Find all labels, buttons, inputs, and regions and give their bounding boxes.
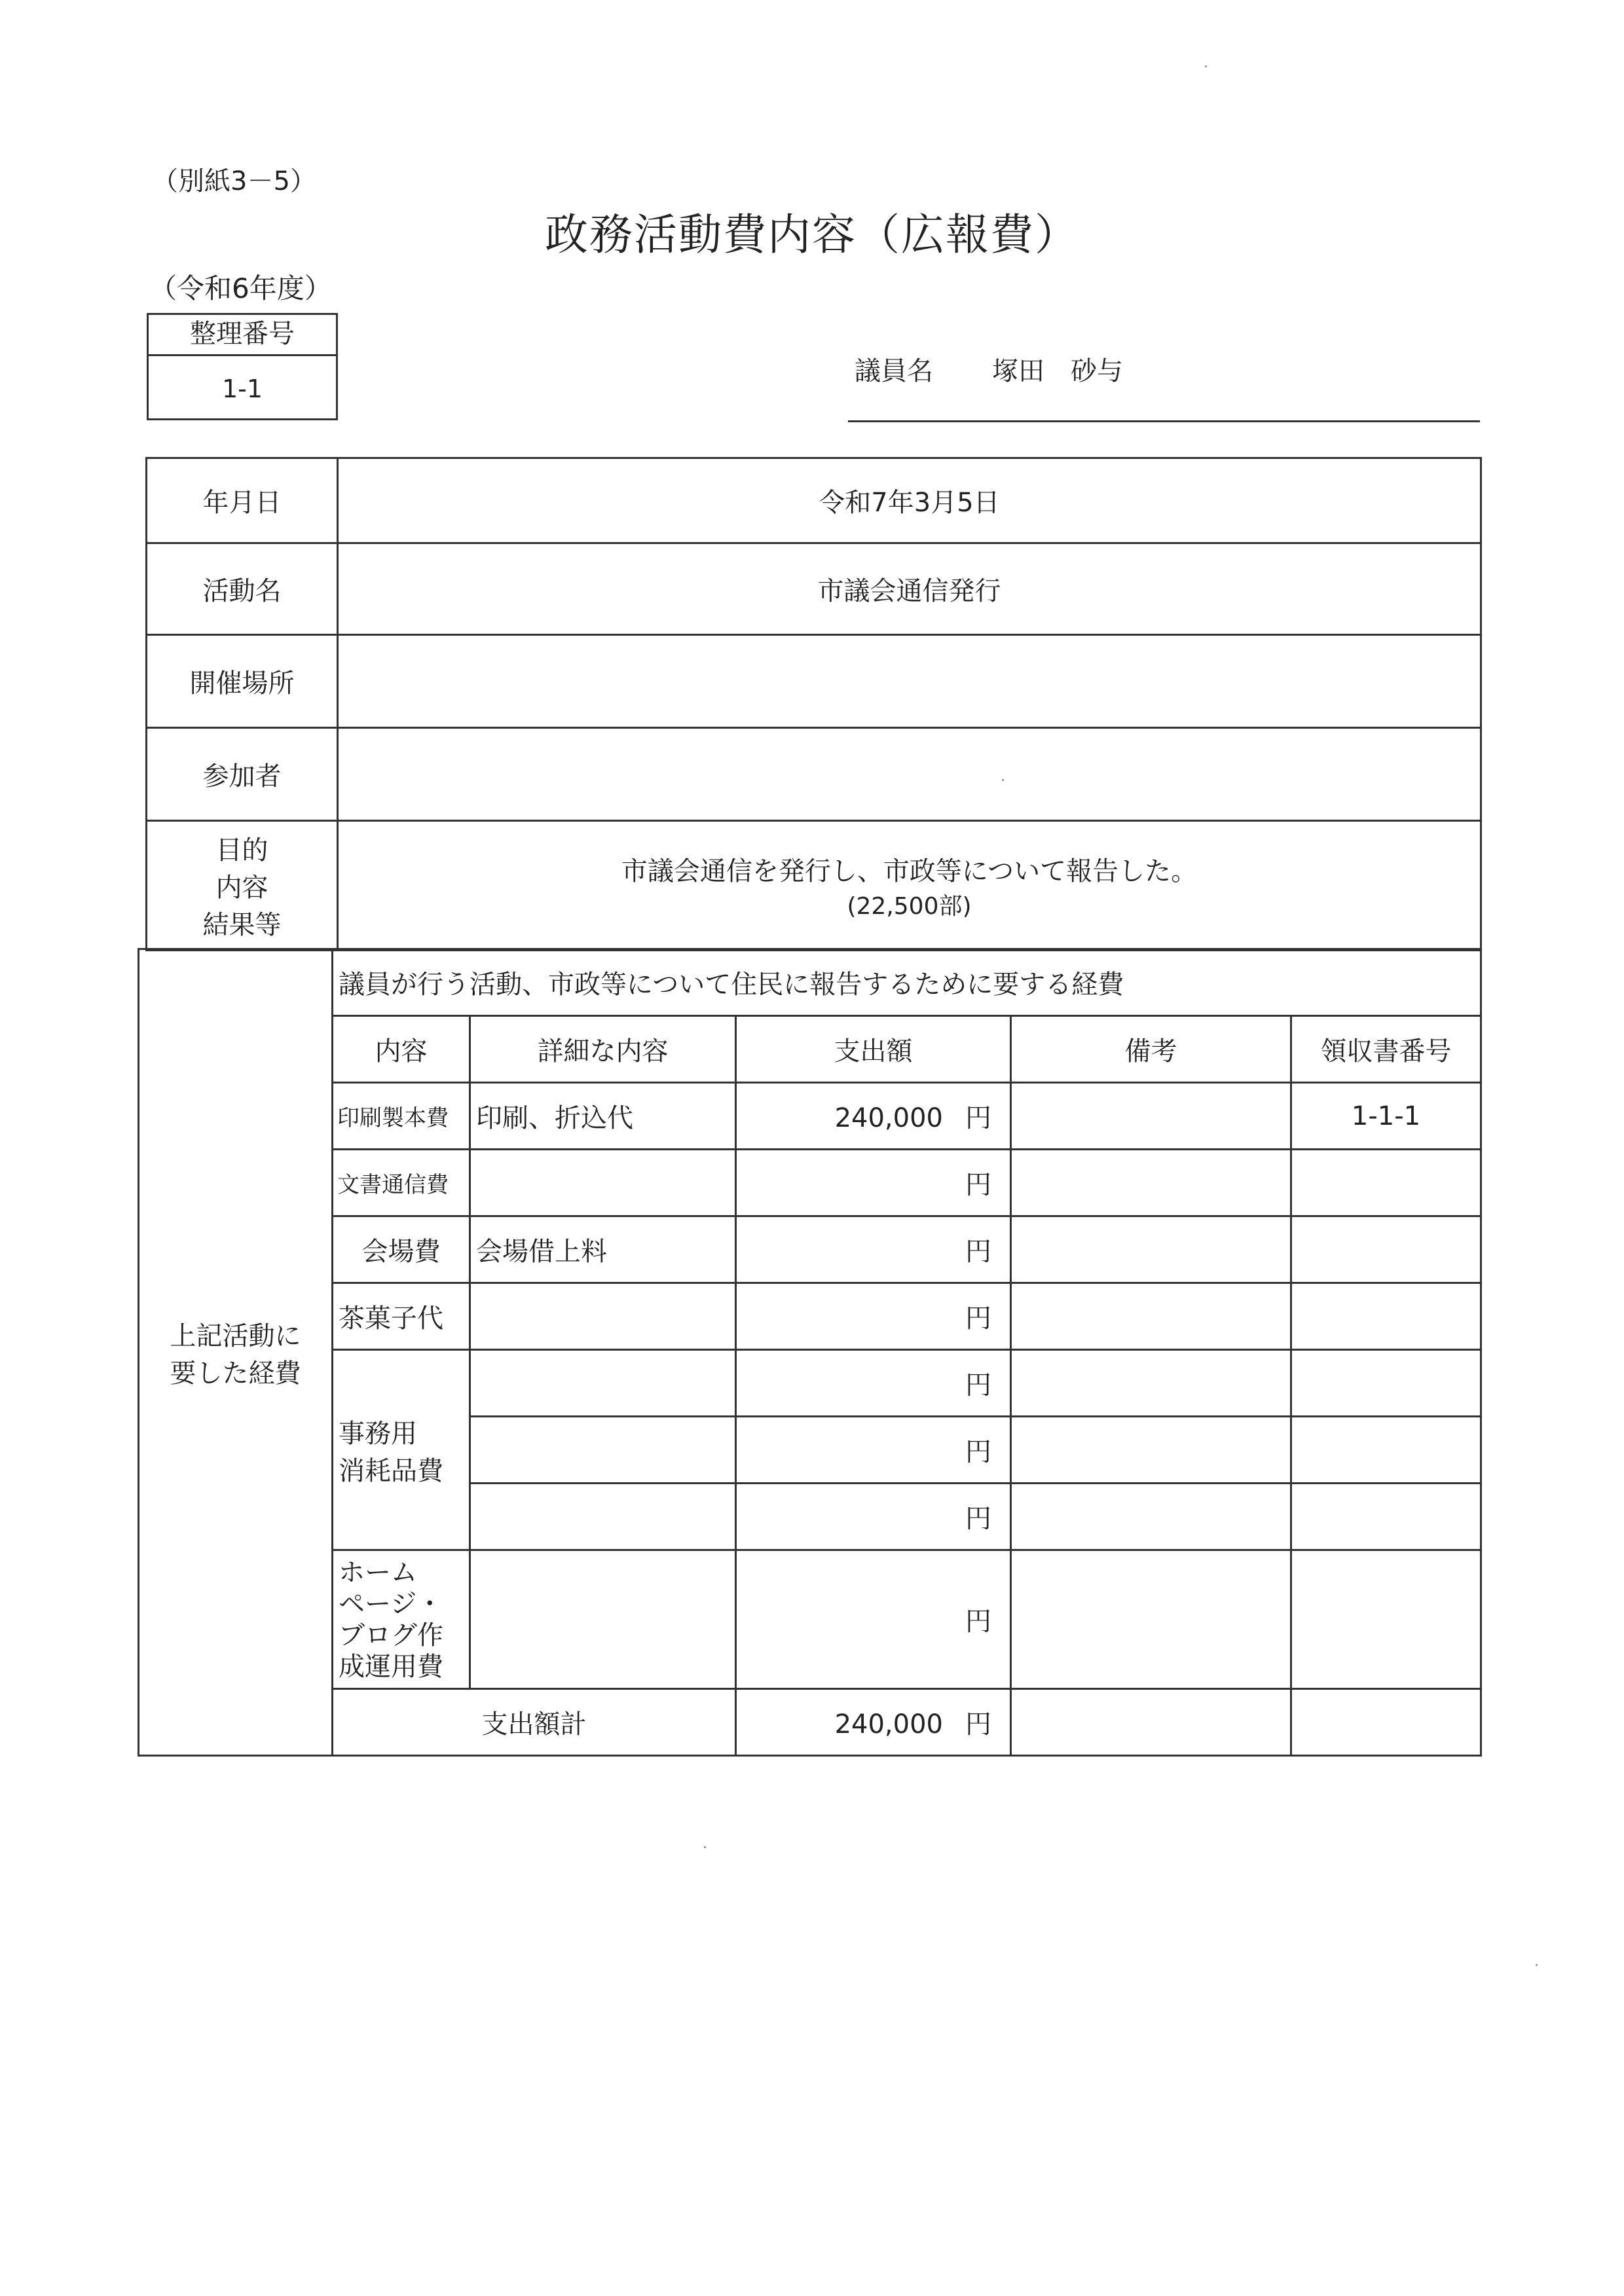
reference-number-box bbox=[147, 313, 338, 420]
scan-speck bbox=[1536, 1964, 1538, 1966]
purpose-value bbox=[338, 821, 1481, 951]
reference-number-value: 1-1 bbox=[221, 374, 263, 403]
amount-supplies bbox=[736, 1417, 1011, 1484]
yen-unit: 円 bbox=[965, 1303, 991, 1334]
receipt-cell bbox=[1291, 1417, 1481, 1484]
category-line: ブログ作 bbox=[339, 1620, 443, 1650]
purpose-label-line: 結果等 bbox=[202, 910, 282, 940]
header-category: 内容 bbox=[333, 1016, 470, 1083]
amount-snacks bbox=[736, 1283, 1011, 1350]
purpose-value-line: 市議会通信を発行し、市政等について報告した。 bbox=[621, 856, 1198, 886]
detail-cell bbox=[470, 1550, 736, 1689]
header-receipt: 領収書番号 bbox=[1291, 1016, 1481, 1083]
table-row bbox=[139, 1350, 1481, 1417]
remarks-cell bbox=[1011, 1283, 1291, 1350]
receipt-cell bbox=[1291, 1216, 1481, 1283]
remarks-cell bbox=[1011, 1484, 1291, 1550]
total-row bbox=[139, 1689, 1481, 1756]
amount-printing bbox=[736, 1083, 1011, 1150]
receipt-printing: 1-1-1 bbox=[1291, 1083, 1481, 1150]
participants-label: 参加者 bbox=[147, 728, 338, 821]
category-printing: 印刷製本費 bbox=[333, 1083, 470, 1150]
purpose-label-line: 内容 bbox=[215, 873, 268, 903]
purpose-label-line: 目的 bbox=[215, 835, 268, 866]
expense-table bbox=[138, 948, 1482, 1757]
detail-cell bbox=[470, 1350, 736, 1417]
category-line: 消耗品費 bbox=[339, 1455, 443, 1486]
amount-postage bbox=[736, 1150, 1011, 1216]
amount-value: 240,000 bbox=[834, 1103, 943, 1133]
receipt-cell bbox=[1291, 1550, 1481, 1689]
total-label: 支出額計 bbox=[333, 1689, 736, 1756]
category-postage: 文書通信費 bbox=[333, 1150, 470, 1216]
yen-unit: 円 bbox=[965, 1437, 991, 1467]
date-label: 年月日 bbox=[147, 458, 338, 543]
member-name: 塚田 砂与 bbox=[992, 356, 1123, 386]
category-snacks: 茶菓子代 bbox=[333, 1283, 470, 1350]
total-amount bbox=[736, 1689, 1011, 1756]
remarks-cell bbox=[1011, 1150, 1291, 1216]
scan-speck bbox=[704, 1846, 706, 1848]
category-line: 事務用 bbox=[339, 1418, 417, 1449]
remarks-cell bbox=[1011, 1689, 1291, 1756]
fiscal-year: （令和6年度） bbox=[149, 272, 332, 304]
yen-unit: 円 bbox=[965, 1504, 991, 1534]
detail-postage bbox=[470, 1150, 736, 1216]
category-line: ページ・ bbox=[339, 1588, 443, 1619]
page-title: 政務活動費内容（広報費） bbox=[545, 210, 1079, 260]
yen-unit: 円 bbox=[965, 1170, 991, 1200]
table-row bbox=[139, 1550, 1481, 1689]
amount-supplies bbox=[736, 1350, 1011, 1417]
date-value: 令和7年3月5日 bbox=[338, 458, 1481, 543]
expense-side-label bbox=[139, 949, 333, 1756]
detail-cell bbox=[470, 1484, 736, 1550]
remarks-cell bbox=[1011, 1216, 1291, 1283]
table-row bbox=[139, 1083, 1481, 1150]
member-name-field bbox=[855, 350, 1123, 388]
yen-unit: 円 bbox=[965, 1103, 991, 1133]
amount-supplies bbox=[736, 1484, 1011, 1550]
side-label-line: 要した経費 bbox=[170, 1358, 301, 1389]
category-venue: 会場費 bbox=[333, 1216, 470, 1283]
yen-unit: 円 bbox=[965, 1607, 991, 1637]
amount-venue bbox=[736, 1216, 1011, 1283]
member-label: 議員名 bbox=[855, 356, 933, 386]
detail-snacks bbox=[470, 1283, 736, 1350]
receipt-cell bbox=[1291, 1283, 1481, 1350]
venue-value bbox=[338, 635, 1481, 728]
header-remarks: 備考 bbox=[1011, 1016, 1291, 1083]
expense-description: 議員が行う活動、市政等について住民に報告するために要する経費 bbox=[333, 949, 1481, 1016]
detail-venue: 会場借上料 bbox=[470, 1216, 736, 1283]
category-line: 成運用費 bbox=[339, 1651, 443, 1682]
receipt-cell bbox=[1291, 1350, 1481, 1417]
remarks-cell bbox=[1011, 1350, 1291, 1417]
table-row bbox=[139, 1150, 1481, 1216]
yen-unit: 円 bbox=[965, 1709, 991, 1740]
activity-label: 活動名 bbox=[147, 543, 338, 635]
amount-web bbox=[736, 1550, 1011, 1689]
header-detail: 詳細な内容 bbox=[470, 1016, 736, 1083]
participants-value bbox=[338, 728, 1481, 821]
scan-speck bbox=[1205, 65, 1207, 67]
activity-info-table bbox=[145, 457, 1482, 951]
remarks-cell bbox=[1011, 1083, 1291, 1150]
category-supplies bbox=[333, 1350, 470, 1550]
total-amount-value: 240,000 bbox=[834, 1709, 943, 1740]
category-web bbox=[333, 1550, 470, 1689]
receipt-cell bbox=[1291, 1689, 1481, 1756]
member-underline bbox=[848, 420, 1480, 422]
yen-unit: 円 bbox=[965, 1237, 991, 1267]
receipt-cell bbox=[1291, 1150, 1481, 1216]
table-row bbox=[139, 1216, 1481, 1283]
activity-value: 市議会通信発行 bbox=[338, 543, 1481, 635]
purpose-value-line: (22,500部) bbox=[847, 892, 972, 920]
remarks-cell bbox=[1011, 1550, 1291, 1689]
detail-cell bbox=[470, 1417, 736, 1484]
venue-label: 開催場所 bbox=[147, 635, 338, 728]
header-amount: 支出額 bbox=[736, 1016, 1011, 1083]
purpose-label bbox=[147, 821, 338, 951]
annex-label: （別紙3－5） bbox=[152, 166, 316, 196]
side-label-line: 上記活動に bbox=[170, 1321, 301, 1351]
yen-unit: 円 bbox=[965, 1370, 991, 1400]
receipt-cell bbox=[1291, 1484, 1481, 1550]
category-line: ホーム bbox=[339, 1557, 417, 1588]
table-row bbox=[139, 1283, 1481, 1350]
remarks-cell bbox=[1011, 1417, 1291, 1484]
scan-speck bbox=[1002, 779, 1004, 781]
detail-printing: 印刷、折込代 bbox=[470, 1083, 736, 1150]
reference-number-label: 整理番号 bbox=[149, 315, 336, 356]
